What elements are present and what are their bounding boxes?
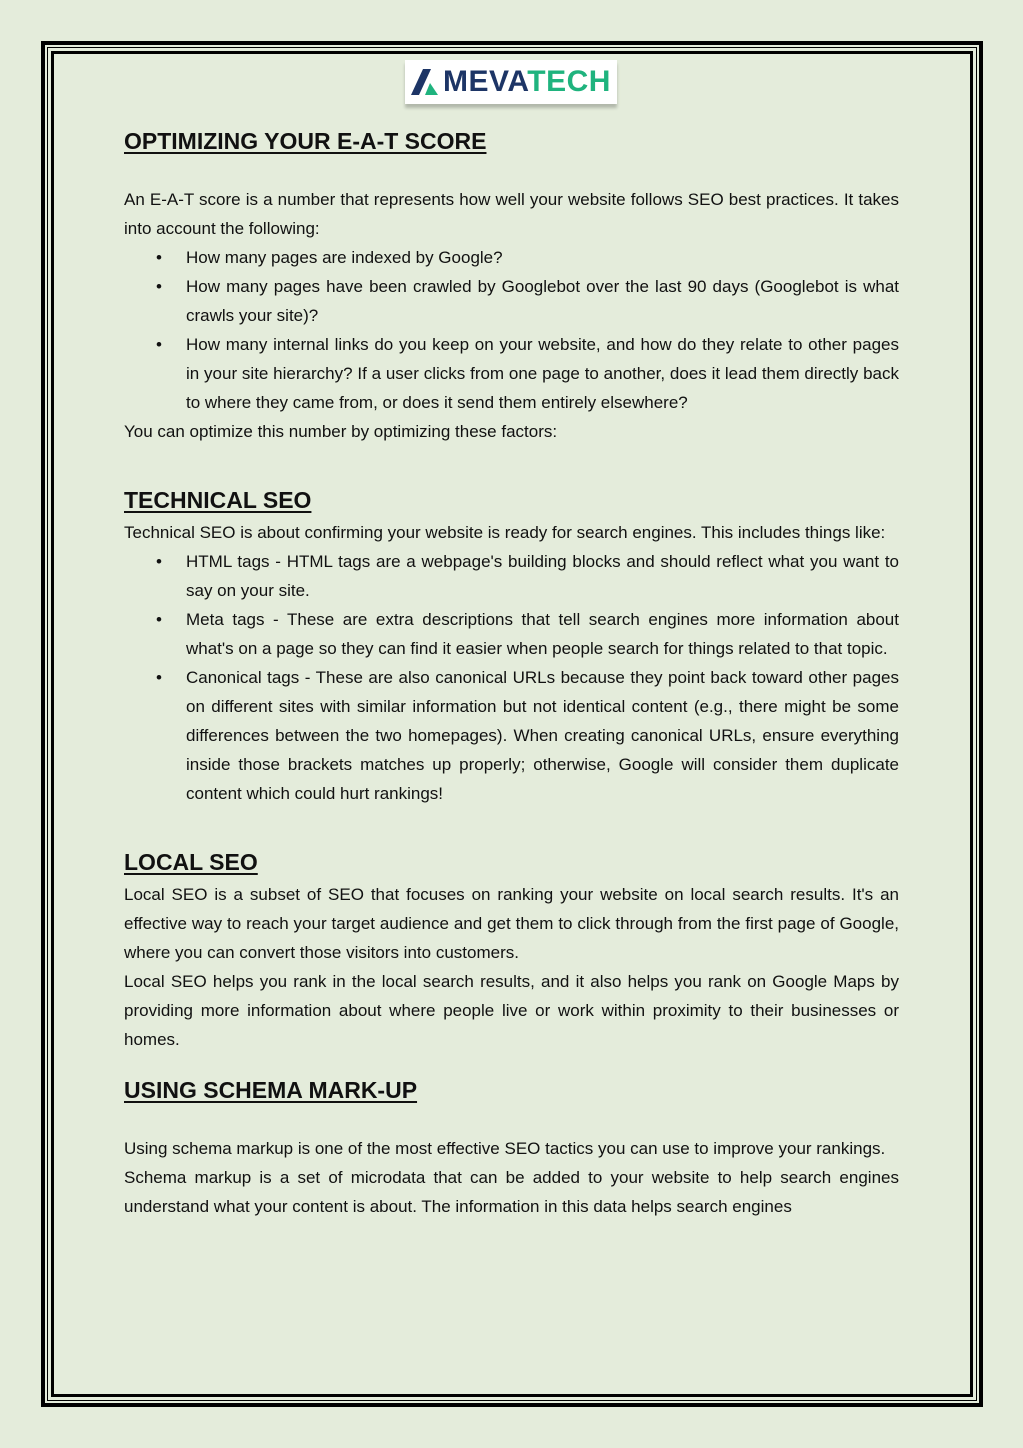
heading-schema-markup: USING SCHEMA MARK-UP [124, 1077, 418, 1103]
logo-text-light: TECH [527, 65, 611, 98]
technical-intro-paragraph: Technical SEO is about confirming your website is ready for search engines. This includes things like: [124, 523, 886, 542]
logo-a-mark-icon [411, 69, 441, 95]
logo-wordmark [443, 67, 611, 97]
heading-eat-score: OPTIMIZING YOUR E-A-T SCORE [124, 128, 487, 154]
eat-factor-list [124, 243, 899, 417]
logo-text-dark: MEVA [443, 65, 528, 98]
list-item: • HTML tags - HTML tags are a webpage's building blocks and should reflect what you want to say on your site. [186, 547, 899, 605]
eat-intro-paragraph: An E-A-T score is a number that represents how well your website follows SEO best practices. It takes into account the following: [124, 190, 899, 238]
list-item: • Meta tags - These are extra descriptions that tell search engines more information about what's on a page so they can find it easier when people search for things related to that topic. [186, 605, 899, 663]
technical-tag-list [124, 547, 899, 808]
schema-paragraph-1: Using schema markup is one of the most effective SEO tactics you can use to improve your rankings. [124, 1139, 886, 1158]
list-item: • How many pages are indexed by Google? [186, 243, 899, 272]
local-paragraph-2: Local SEO helps you rank in the local search results, and it also helps you rank on Google Maps by providing more information about where people live or work within proximity to their businesses or homes. [124, 972, 899, 1049]
document-body [124, 123, 899, 1221]
list-item: • How many pages have been crawled by Googlebot over the last 90 days (Googlebot is what crawls your site)? [186, 272, 899, 330]
list-item: • Canonical tags - These are also canonical URLs because they point back toward other pages on different sites with similar information but not identical content (e.g., there might be some differences between the two homepages). When creating canonical URLs, ensure everything inside those brackets matches up properly; otherwise, Google will consider them duplicate content which could hurt rankings! [186, 663, 899, 808]
heading-local-seo: LOCAL SEO [124, 849, 258, 875]
local-paragraph-1: Local SEO is a subset of SEO that focuses on ranking your website on local search results. It's an effective way to reach your target audience and get them to click through from the first page of Google, where you can convert those visitors into customers. [124, 885, 899, 962]
list-item: • How many internal links do you keep on your website, and how do they relate to other pages in your site hierarchy? If a user clicks from one page to another, does it lead them directly back to where they came from, or does it send them entirely elsewhere? [186, 330, 899, 417]
heading-technical-seo: TECHNICAL SEO [124, 487, 312, 513]
schema-paragraph-2: Schema markup is a set of microdata that can be added to your website to help search engines understand what your content is about. The information in this data helps search engines [124, 1168, 899, 1216]
amevatech-logo [405, 60, 617, 104]
eat-outro-paragraph: You can optimize this number by optimizing these factors: [124, 422, 558, 441]
